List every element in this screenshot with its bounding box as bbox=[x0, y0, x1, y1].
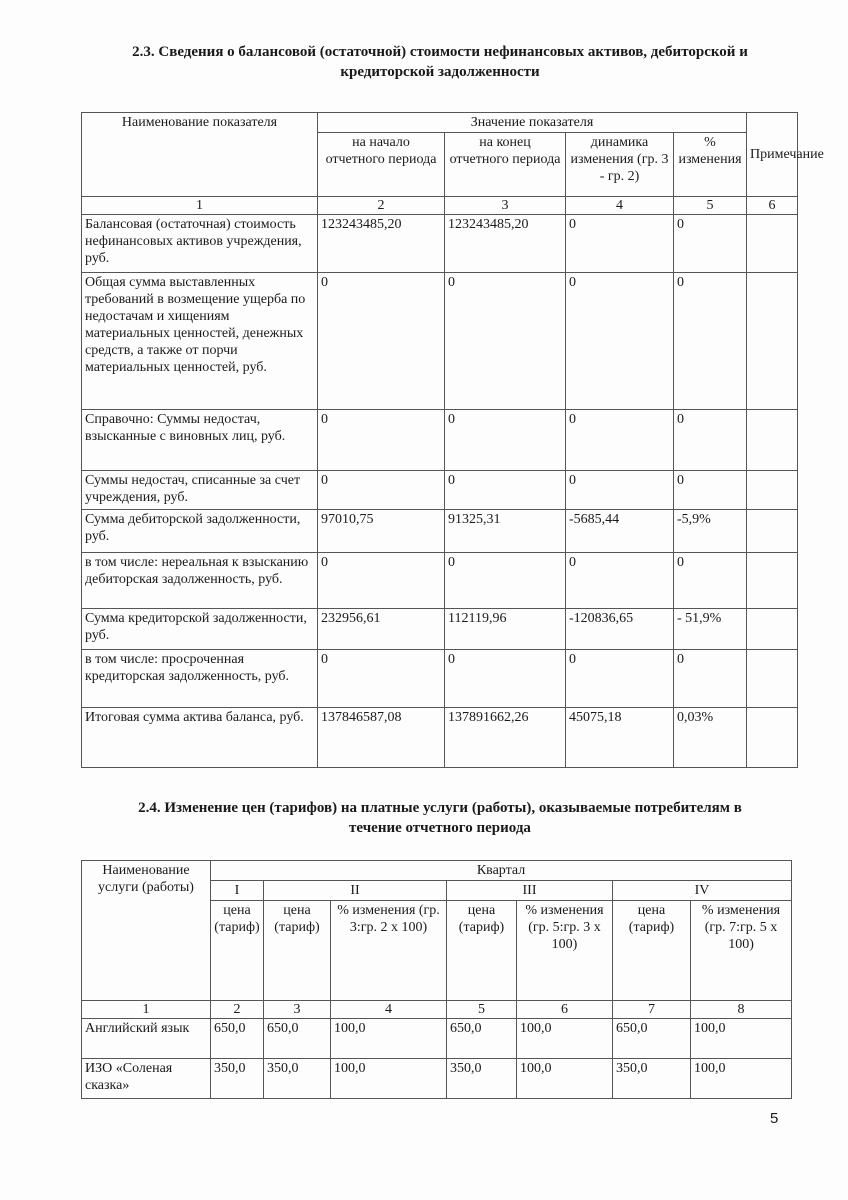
cell-c5: 650,0 bbox=[447, 1019, 517, 1059]
header-value: Значение показателя bbox=[318, 113, 747, 133]
table-row bbox=[82, 471, 798, 510]
table-row bbox=[82, 510, 798, 553]
cell-c2: 350,0 bbox=[211, 1059, 264, 1099]
header-pct: % изменения (гр. 5:гр. 3 x 100) bbox=[517, 901, 613, 1001]
cell-c6: 100,0 bbox=[517, 1019, 613, 1059]
cell-pct: 0 bbox=[674, 273, 747, 410]
table-row bbox=[82, 273, 798, 410]
cell-name: Английский язык bbox=[82, 1019, 211, 1059]
header-pct: % изменения (гр. 7:гр. 5 x 100) bbox=[691, 901, 792, 1001]
column-number: 7 bbox=[613, 1001, 691, 1019]
cell-start: 0 bbox=[318, 650, 445, 708]
cell-start: 0 bbox=[318, 553, 445, 609]
cell-dyn: 0 bbox=[566, 553, 674, 609]
header-q4: IV bbox=[613, 881, 792, 901]
column-numbers-row bbox=[82, 1001, 792, 1019]
tariff-table bbox=[81, 860, 792, 1099]
title-line: 2.4. Изменение цен (тарифов) на платные услуги (работы), оказываемые потребителям в bbox=[138, 800, 742, 816]
cell-end: 91325,31 bbox=[445, 510, 566, 553]
cell-dyn: 0 bbox=[566, 273, 674, 410]
cell-c5: 350,0 bbox=[447, 1059, 517, 1099]
header-percent: % изменения bbox=[674, 133, 747, 197]
cell-dyn: 0 bbox=[566, 471, 674, 510]
cell-c8: 100,0 bbox=[691, 1059, 792, 1099]
column-number: 8 bbox=[691, 1001, 792, 1019]
title-line: 2.3. Сведения о балансовой (остаточной) стоимости нефинансовых активов, дебиторской и bbox=[132, 44, 748, 60]
cell-c7: 350,0 bbox=[613, 1059, 691, 1099]
cell-name: в том числе: нереальная к взысканию дебиторская задолженность, руб. bbox=[82, 553, 318, 609]
cell-start: 123243485,20 bbox=[318, 215, 445, 273]
table-row bbox=[82, 553, 798, 609]
cell-end: 112119,96 bbox=[445, 609, 566, 650]
cell-c4: 100,0 bbox=[331, 1059, 447, 1099]
cell-pct: - 51,9% bbox=[674, 609, 747, 650]
header-price: цена (тариф) bbox=[211, 901, 264, 1001]
column-number: 1 bbox=[82, 1001, 211, 1019]
column-number: 2 bbox=[318, 197, 445, 215]
cell-name: Итоговая сумма актива баланса, руб. bbox=[82, 708, 318, 768]
header-note: Примечание bbox=[747, 113, 798, 197]
cell-name: Сумма кредиторской задолженности, руб. bbox=[82, 609, 318, 650]
cell-note bbox=[747, 609, 798, 650]
cell-name: Общая сумма выставленных требований в возмещение ущерба по недостачам и хищениям материальных ценностей, денежных средств, а также от порчи материальных ценностей, руб. bbox=[82, 273, 318, 410]
header-quarter: Квартал bbox=[211, 861, 792, 881]
cell-note bbox=[747, 650, 798, 708]
cell-dyn: 0 bbox=[566, 410, 674, 471]
cell-c4: 100,0 bbox=[331, 1019, 447, 1059]
cell-note bbox=[747, 410, 798, 471]
cell-dyn: 45075,18 bbox=[566, 708, 674, 768]
cell-name: Сумма дебиторской задолженности, руб. bbox=[82, 510, 318, 553]
cell-pct: 0 bbox=[674, 215, 747, 273]
header-end: на конец отчетного периода bbox=[445, 133, 566, 197]
cell-name: Справочно: Суммы недостач, взысканные с виновных лиц, руб. bbox=[82, 410, 318, 471]
column-number: 4 bbox=[331, 1001, 447, 1019]
column-number: 5 bbox=[674, 197, 747, 215]
column-number: 1 bbox=[82, 197, 318, 215]
table-row bbox=[82, 650, 798, 708]
cell-note bbox=[747, 510, 798, 553]
table-row bbox=[82, 215, 798, 273]
cell-c8: 100,0 bbox=[691, 1019, 792, 1059]
section-2-4-title bbox=[60, 798, 820, 838]
cell-name: в том числе: просроченная кредиторская задолженность, руб. bbox=[82, 650, 318, 708]
header-name: Наименование показателя bbox=[82, 113, 318, 197]
header-price: цена (тариф) bbox=[264, 901, 331, 1001]
column-number: 3 bbox=[264, 1001, 331, 1019]
cell-pct: 0 bbox=[674, 650, 747, 708]
header-start: на начало отчетного периода bbox=[318, 133, 445, 197]
header-price: цена (тариф) bbox=[447, 901, 517, 1001]
balance-table bbox=[81, 112, 824, 768]
cell-dyn: -120836,65 bbox=[566, 609, 674, 650]
table-row bbox=[82, 609, 798, 650]
cell-pct: 0 bbox=[674, 553, 747, 609]
table-row bbox=[82, 708, 798, 768]
header-dynamics: динамика изменения (гр. 3 - гр. 2) bbox=[566, 133, 674, 197]
column-number: 6 bbox=[747, 197, 798, 215]
cell-end: 0 bbox=[445, 553, 566, 609]
column-numbers-row bbox=[82, 197, 798, 215]
cell-dyn: -5685,44 bbox=[566, 510, 674, 553]
cell-end: 0 bbox=[445, 410, 566, 471]
column-number: 2 bbox=[211, 1001, 264, 1019]
page-number: 5 bbox=[770, 1110, 779, 1127]
column-number: 3 bbox=[445, 197, 566, 215]
cell-end: 0 bbox=[445, 273, 566, 410]
section-2-3-title bbox=[60, 42, 820, 82]
cell-start: 0 bbox=[318, 273, 445, 410]
cell-start: 0 bbox=[318, 410, 445, 471]
cell-c3: 350,0 bbox=[264, 1059, 331, 1099]
table-row bbox=[82, 1059, 792, 1099]
cell-note bbox=[747, 708, 798, 768]
cell-start: 232956,61 bbox=[318, 609, 445, 650]
cell-end: 0 bbox=[445, 650, 566, 708]
cell-pct: 0,03% bbox=[674, 708, 747, 768]
cell-end: 123243485,20 bbox=[445, 215, 566, 273]
cell-dyn: 0 bbox=[566, 650, 674, 708]
cell-start: 137846587,08 bbox=[318, 708, 445, 768]
cell-name: ИЗО «Соленая сказка» bbox=[82, 1059, 211, 1099]
cell-c6: 100,0 bbox=[517, 1059, 613, 1099]
header-pct: % изменения (гр. 3:гр. 2 x 100) bbox=[331, 901, 447, 1001]
header-price: цена (тариф) bbox=[613, 901, 691, 1001]
cell-pct: 0 bbox=[674, 410, 747, 471]
column-number: 4 bbox=[566, 197, 674, 215]
cell-pct: -5,9% bbox=[674, 510, 747, 553]
cell-name: Балансовая (остаточная) стоимость нефинансовых активов учреждения, руб. bbox=[82, 215, 318, 273]
cell-note bbox=[747, 215, 798, 273]
table-row bbox=[82, 1019, 792, 1059]
header-q3: III bbox=[447, 881, 613, 901]
cell-c7: 650,0 bbox=[613, 1019, 691, 1059]
cell-start: 97010,75 bbox=[318, 510, 445, 553]
header-q2: II bbox=[264, 881, 447, 901]
cell-dyn: 0 bbox=[566, 215, 674, 273]
title-line: течение отчетного периода bbox=[349, 820, 531, 836]
header-q1: I bbox=[211, 881, 264, 901]
column-number: 5 bbox=[447, 1001, 517, 1019]
cell-note bbox=[747, 553, 798, 609]
cell-c2: 650,0 bbox=[211, 1019, 264, 1059]
column-number: 6 bbox=[517, 1001, 613, 1019]
table-row bbox=[82, 410, 798, 471]
cell-note bbox=[747, 471, 798, 510]
cell-pct: 0 bbox=[674, 471, 747, 510]
header-service-name: Наименование услуги (работы) bbox=[82, 861, 211, 1001]
cell-note bbox=[747, 273, 798, 410]
cell-name: Суммы недостач, списанные за счет учреждения, руб. bbox=[82, 471, 318, 510]
cell-end: 0 bbox=[445, 471, 566, 510]
title-line: кредиторской задолженности bbox=[340, 64, 540, 80]
cell-start: 0 bbox=[318, 471, 445, 510]
cell-c3: 650,0 bbox=[264, 1019, 331, 1059]
cell-end: 137891662,26 bbox=[445, 708, 566, 768]
